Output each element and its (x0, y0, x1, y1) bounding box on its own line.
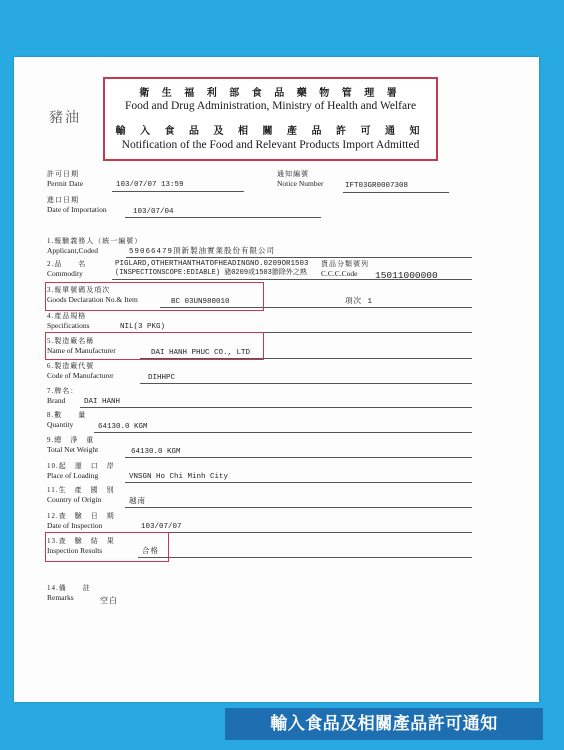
remarks-value: 空白 (100, 597, 118, 606)
notice-number-label-cn: 通知編號 (277, 170, 309, 178)
notice-number-underline (343, 192, 449, 193)
permit-date-label-en: Permit Date (47, 179, 84, 188)
remarks-label-en: Remarks (47, 593, 74, 602)
origin-underline (125, 507, 472, 508)
brand-label-cn: 7.牌名： (47, 387, 79, 395)
applicant-underline (126, 257, 472, 258)
specifications-value: NIL(3 PKG) (120, 323, 166, 331)
declaration-label-en: Goods Declaration No.& Item (47, 295, 138, 304)
loading-place-label-en: Place of Loading (47, 471, 99, 480)
inspection-date-underline (138, 532, 472, 533)
loading-place-underline (125, 482, 472, 483)
ccc-code-label-en: C.C.C.Code (321, 269, 358, 278)
remarks-label-cn: 14.備 註 (47, 584, 91, 592)
quantity-label-en: Quantity (47, 420, 74, 429)
loading-place-value: VNSGN Ho Chi Minh City (129, 473, 229, 481)
permit-date-underline (112, 191, 244, 192)
inspection-result-value: 合格 (142, 548, 159, 556)
document-title-cn: 輸 入 食 品 及 相 關 產 品 許 可 通 知 (115, 126, 426, 137)
manufacturer-code-underline (140, 383, 472, 384)
manufacturer-code-value: DIHHPC (148, 374, 176, 382)
declaration-highlight-box (45, 282, 264, 311)
manufacturer-name-value: DAI HANH PHUC CO., LTD (151, 349, 251, 357)
brand-value: DAI HANH (84, 398, 121, 406)
inspection-result-highlight-box (45, 532, 169, 562)
import-date-label-cn: 進口日期 (47, 196, 79, 204)
net-weight-label-en: Total Net Weight (47, 445, 99, 454)
ccc-code-label-cn: 貨品分類號列 (321, 260, 369, 268)
brand-underline (80, 407, 472, 408)
manufacturer-name-label-cn: 5.製造廠名稱 (47, 337, 95, 345)
net-weight-value: 64130.0 KGM (131, 448, 181, 456)
origin-label-en: Country of Origin (47, 495, 102, 504)
declaration-label-cn: 3.報單號碼及項次 (47, 286, 111, 294)
manufacturer-name-label-en: Name of Manufacturer (47, 346, 116, 355)
agency-name-cn: 衛 生 福 利 部 食 品 藥 物 管 理 署 (139, 88, 402, 99)
inspection-date-value: 103/07/07 (141, 523, 182, 531)
applicant-label-cn: 1.報驗義務人（統一編號） (47, 237, 143, 245)
import-date-value: 103/07/04 (133, 208, 174, 216)
manufacturer-code-label-cn: 6.製造廠代號 (47, 362, 95, 370)
manufacturer-code-label-en: Code of Manufacturer (47, 371, 114, 380)
ccc-code-value: 15011000000 (375, 270, 438, 281)
origin-value: 越南 (129, 498, 146, 506)
declaration-item: 項次 1 (345, 298, 374, 306)
document-title-en: Notification of the Food and Relevant Products Import Admitted (121, 139, 420, 151)
brand-label-en: Brand (47, 396, 66, 405)
origin-label-cn: 11.生 產 國 別 (47, 486, 115, 494)
quantity-label-cn: 8.數 量 (47, 411, 87, 419)
inspection-date-label-cn: 12.查 驗 日 期 (47, 512, 115, 520)
commodity-value-line1: PIGLARD,OTHERTHANTHATOFHEADINGNO.0209OR1503 (115, 260, 309, 268)
title-banner-text: 輸入食品及相關產品許可通知 (270, 714, 498, 734)
quantity-underline (94, 432, 472, 433)
inspection-result-label-cn: 13.查 驗 結 果 (47, 537, 115, 545)
commodity-label-en: Commodity (47, 269, 83, 278)
applicant-label-en: Applicant,Coded (47, 246, 99, 255)
specifications-label-en: Specifications (47, 321, 90, 330)
net-weight-label-cn: 9.總 淨 重 (47, 436, 95, 444)
notice-number-label-en: Notice Number (277, 179, 324, 188)
import-date-underline (125, 217, 321, 218)
inspection-date-label-en: Date of Inspection (47, 521, 103, 530)
handwritten-note: 豬油 (49, 111, 81, 126)
permit-date-label-cn: 許可日期 (47, 170, 79, 178)
notice-number-value: IFT03GR0007308 (345, 182, 409, 190)
title-banner (225, 708, 543, 740)
header-box (103, 77, 438, 161)
applicant-value: 59066479頂新製油實業股份有限公司 (129, 248, 276, 256)
commodity-label-cn: 2.品 名 (47, 260, 87, 268)
permit-date-value: 103/07/07 13:59 (116, 181, 184, 189)
declaration-value: BC 03UN980010 (171, 298, 230, 306)
net-weight-underline (125, 457, 472, 458)
loading-place-label-cn: 10.起 運 口 岸 (47, 462, 115, 470)
specifications-label-cn: 4.產品規格 (47, 312, 87, 320)
manufacturer-highlight-box (45, 332, 264, 360)
inspection-result-underline (138, 557, 472, 558)
import-date-label-en: Date of Importation (47, 205, 107, 214)
inspection-result-label-en: Inspection Results (47, 546, 103, 555)
agency-name-en: Food and Drug Administration, Ministry of Health and Welfare (124, 100, 417, 112)
commodity-underline (112, 279, 472, 280)
commodity-value-line2: (INSPECTIONSCOPE:EDIABLE) 豬0209或1503節除外之熟 (115, 269, 307, 277)
quantity-value: 64130.0 KGM (98, 423, 148, 431)
